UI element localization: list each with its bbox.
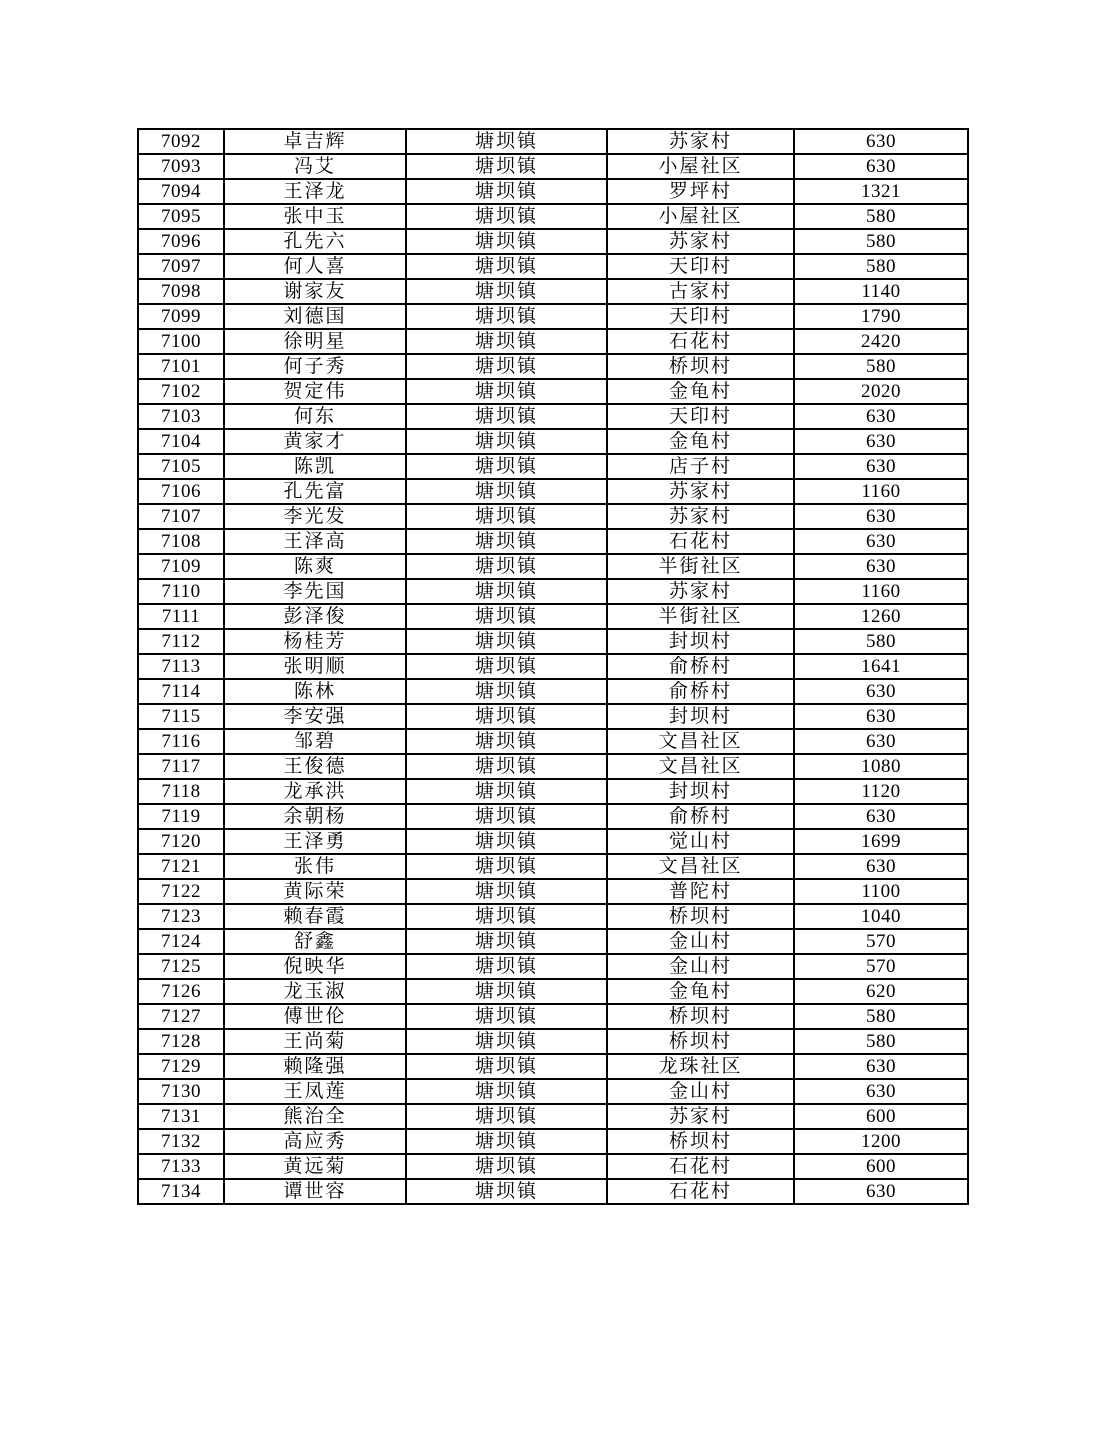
table-row	[138, 729, 968, 754]
cell-town: 塘坝镇	[406, 854, 607, 879]
table-row	[138, 179, 968, 204]
cell-town: 塘坝镇	[406, 529, 607, 554]
cell-village: 桥坝村	[607, 1029, 794, 1054]
cell-town: 塘坝镇	[406, 479, 607, 504]
cell-id: 7132	[138, 1129, 224, 1154]
table-row	[138, 404, 968, 429]
cell-name: 陈爽	[224, 554, 406, 579]
cell-name: 何人喜	[224, 254, 406, 279]
cell-town: 塘坝镇	[406, 154, 607, 179]
cell-town: 塘坝镇	[406, 979, 607, 1004]
cell-name: 张伟	[224, 854, 406, 879]
cell-name: 孔先富	[224, 479, 406, 504]
cell-amount: 580	[794, 1004, 968, 1029]
cell-amount: 1140	[794, 279, 968, 304]
cell-village: 桥坝村	[607, 904, 794, 929]
cell-amount: 2420	[794, 329, 968, 354]
table-row	[138, 779, 968, 804]
cell-id: 7109	[138, 554, 224, 579]
table-row	[138, 304, 968, 329]
cell-amount: 630	[794, 704, 968, 729]
cell-id: 7104	[138, 429, 224, 454]
cell-id: 7116	[138, 729, 224, 754]
cell-name: 何东	[224, 404, 406, 429]
cell-id: 7133	[138, 1154, 224, 1179]
cell-name: 王泽勇	[224, 829, 406, 854]
cell-name: 王尚菊	[224, 1029, 406, 1054]
cell-name: 黄际荣	[224, 879, 406, 904]
table-row	[138, 379, 968, 404]
cell-id: 7114	[138, 679, 224, 704]
cell-town: 塘坝镇	[406, 1029, 607, 1054]
cell-village: 天印村	[607, 304, 794, 329]
cell-village: 店子村	[607, 454, 794, 479]
cell-id: 7129	[138, 1054, 224, 1079]
cell-town: 塘坝镇	[406, 779, 607, 804]
cell-town: 塘坝镇	[406, 254, 607, 279]
cell-village: 俞桥村	[607, 679, 794, 704]
table-row	[138, 229, 968, 254]
cell-town: 塘坝镇	[406, 454, 607, 479]
cell-id: 7125	[138, 954, 224, 979]
table-body	[138, 129, 968, 1204]
cell-id: 7112	[138, 629, 224, 654]
cell-amount: 630	[794, 679, 968, 704]
cell-village: 封坝村	[607, 629, 794, 654]
cell-town: 塘坝镇	[406, 1154, 607, 1179]
cell-name: 黄家才	[224, 429, 406, 454]
cell-village: 文昌社区	[607, 854, 794, 879]
cell-id: 7102	[138, 379, 224, 404]
cell-id: 7094	[138, 179, 224, 204]
cell-name: 赖春霞	[224, 904, 406, 929]
cell-amount: 630	[794, 1054, 968, 1079]
cell-amount: 570	[794, 929, 968, 954]
table-row	[138, 979, 968, 1004]
cell-town: 塘坝镇	[406, 729, 607, 754]
cell-village: 石花村	[607, 529, 794, 554]
cell-village: 苏家村	[607, 579, 794, 604]
table-row	[138, 204, 968, 229]
table-row	[138, 1129, 968, 1154]
cell-id: 7096	[138, 229, 224, 254]
cell-id: 7093	[138, 154, 224, 179]
cell-amount: 1040	[794, 904, 968, 929]
cell-amount: 630	[794, 804, 968, 829]
cell-name: 谭世容	[224, 1179, 406, 1204]
cell-village: 金龟村	[607, 379, 794, 404]
cell-village: 俞桥村	[607, 654, 794, 679]
cell-name: 张明顺	[224, 654, 406, 679]
table-row	[138, 879, 968, 904]
cell-name: 高应秀	[224, 1129, 406, 1154]
cell-name: 谢家友	[224, 279, 406, 304]
table-row	[138, 154, 968, 179]
cell-amount: 580	[794, 204, 968, 229]
cell-village: 苏家村	[607, 479, 794, 504]
cell-name: 李先国	[224, 579, 406, 604]
cell-town: 塘坝镇	[406, 879, 607, 904]
cell-village: 文昌社区	[607, 754, 794, 779]
table-row	[138, 704, 968, 729]
cell-id: 7118	[138, 779, 224, 804]
cell-amount: 1160	[794, 579, 968, 604]
cell-amount: 1100	[794, 879, 968, 904]
cell-amount: 1790	[794, 304, 968, 329]
cell-name: 熊治全	[224, 1104, 406, 1129]
cell-amount: 1160	[794, 479, 968, 504]
cell-name: 冯艾	[224, 154, 406, 179]
cell-name: 舒鑫	[224, 929, 406, 954]
table-row	[138, 279, 968, 304]
cell-town: 塘坝镇	[406, 204, 607, 229]
cell-amount: 600	[794, 1154, 968, 1179]
cell-town: 塘坝镇	[406, 579, 607, 604]
cell-village: 苏家村	[607, 129, 794, 154]
cell-id: 7100	[138, 329, 224, 354]
cell-village: 古家村	[607, 279, 794, 304]
table-row	[138, 904, 968, 929]
cell-village: 桥坝村	[607, 1004, 794, 1029]
cell-name: 倪映华	[224, 954, 406, 979]
cell-amount: 630	[794, 854, 968, 879]
table-row	[138, 829, 968, 854]
cell-village: 文昌社区	[607, 729, 794, 754]
cell-amount: 2020	[794, 379, 968, 404]
cell-name: 王凤莲	[224, 1079, 406, 1104]
cell-village: 金山村	[607, 954, 794, 979]
cell-id: 7098	[138, 279, 224, 304]
cell-town: 塘坝镇	[406, 679, 607, 704]
cell-id: 7121	[138, 854, 224, 879]
cell-amount: 580	[794, 229, 968, 254]
cell-amount: 630	[794, 404, 968, 429]
cell-name: 杨桂芳	[224, 629, 406, 654]
cell-amount: 630	[794, 429, 968, 454]
cell-id: 7128	[138, 1029, 224, 1054]
cell-amount: 1200	[794, 1129, 968, 1154]
table-row	[138, 679, 968, 704]
cell-amount: 580	[794, 1029, 968, 1054]
cell-name: 刘德国	[224, 304, 406, 329]
cell-amount: 1641	[794, 654, 968, 679]
cell-village: 桥坝村	[607, 354, 794, 379]
cell-name: 赖隆强	[224, 1054, 406, 1079]
table-row	[138, 454, 968, 479]
cell-name: 邹碧	[224, 729, 406, 754]
table-row	[138, 604, 968, 629]
cell-id: 7108	[138, 529, 224, 554]
cell-amount: 630	[794, 1079, 968, 1104]
cell-id: 7099	[138, 304, 224, 329]
cell-amount: 580	[794, 629, 968, 654]
cell-amount: 630	[794, 1179, 968, 1204]
cell-village: 石花村	[607, 1179, 794, 1204]
cell-town: 塘坝镇	[406, 379, 607, 404]
cell-amount: 630	[794, 504, 968, 529]
cell-id: 7120	[138, 829, 224, 854]
table-row	[138, 254, 968, 279]
table-row	[138, 929, 968, 954]
cell-town: 塘坝镇	[406, 404, 607, 429]
cell-id: 7097	[138, 254, 224, 279]
cell-name: 余朝杨	[224, 804, 406, 829]
cell-id: 7123	[138, 904, 224, 929]
cell-name: 徐明星	[224, 329, 406, 354]
cell-town: 塘坝镇	[406, 1179, 607, 1204]
table-row	[138, 129, 968, 154]
cell-town: 塘坝镇	[406, 229, 607, 254]
cell-amount: 600	[794, 1104, 968, 1129]
cell-amount: 1321	[794, 179, 968, 204]
records-table	[137, 128, 969, 1205]
table-row	[138, 1079, 968, 1104]
cell-name: 孔先六	[224, 229, 406, 254]
cell-amount: 580	[794, 354, 968, 379]
table-row	[138, 479, 968, 504]
cell-village: 桥坝村	[607, 1129, 794, 1154]
cell-town: 塘坝镇	[406, 604, 607, 629]
cell-name: 黄远菊	[224, 1154, 406, 1179]
cell-town: 塘坝镇	[406, 929, 607, 954]
cell-town: 塘坝镇	[406, 654, 607, 679]
table-row	[138, 554, 968, 579]
cell-name: 陈林	[224, 679, 406, 704]
cell-town: 塘坝镇	[406, 804, 607, 829]
cell-amount: 1260	[794, 604, 968, 629]
cell-town: 塘坝镇	[406, 754, 607, 779]
cell-town: 塘坝镇	[406, 829, 607, 854]
cell-town: 塘坝镇	[406, 279, 607, 304]
cell-amount: 630	[794, 454, 968, 479]
cell-name: 龙玉淑	[224, 979, 406, 1004]
cell-id: 7119	[138, 804, 224, 829]
cell-id: 7126	[138, 979, 224, 1004]
cell-amount: 630	[794, 154, 968, 179]
cell-id: 7131	[138, 1104, 224, 1129]
table-row	[138, 954, 968, 979]
cell-village: 天印村	[607, 404, 794, 429]
cell-name: 李光发	[224, 504, 406, 529]
cell-name: 贺定伟	[224, 379, 406, 404]
table-row	[138, 854, 968, 879]
cell-id: 7117	[138, 754, 224, 779]
table-row	[138, 804, 968, 829]
cell-town: 塘坝镇	[406, 504, 607, 529]
cell-village: 金山村	[607, 929, 794, 954]
cell-town: 塘坝镇	[406, 1054, 607, 1079]
table-row	[138, 1154, 968, 1179]
cell-town: 塘坝镇	[406, 329, 607, 354]
cell-amount: 630	[794, 129, 968, 154]
table-row	[138, 1004, 968, 1029]
cell-town: 塘坝镇	[406, 554, 607, 579]
cell-name: 何子秀	[224, 354, 406, 379]
cell-village: 普陀村	[607, 879, 794, 904]
cell-town: 塘坝镇	[406, 954, 607, 979]
cell-amount: 1080	[794, 754, 968, 779]
cell-id: 7134	[138, 1179, 224, 1204]
cell-town: 塘坝镇	[406, 354, 607, 379]
cell-town: 塘坝镇	[406, 179, 607, 204]
cell-name: 陈凯	[224, 454, 406, 479]
cell-amount: 570	[794, 954, 968, 979]
cell-id: 7095	[138, 204, 224, 229]
cell-id: 7107	[138, 504, 224, 529]
cell-name: 傅世伦	[224, 1004, 406, 1029]
cell-village: 金龟村	[607, 429, 794, 454]
cell-name: 王泽龙	[224, 179, 406, 204]
cell-town: 塘坝镇	[406, 129, 607, 154]
cell-village: 俞桥村	[607, 804, 794, 829]
cell-town: 塘坝镇	[406, 1129, 607, 1154]
cell-amount: 620	[794, 979, 968, 1004]
cell-id: 7127	[138, 1004, 224, 1029]
cell-amount: 630	[794, 554, 968, 579]
table-row	[138, 1179, 968, 1204]
cell-village: 石花村	[607, 329, 794, 354]
cell-name: 卓吉辉	[224, 129, 406, 154]
cell-town: 塘坝镇	[406, 704, 607, 729]
table-row	[138, 654, 968, 679]
cell-village: 罗坪村	[607, 179, 794, 204]
cell-id: 7130	[138, 1079, 224, 1104]
cell-town: 塘坝镇	[406, 429, 607, 454]
cell-id: 7111	[138, 604, 224, 629]
cell-village: 石花村	[607, 1154, 794, 1179]
cell-amount: 1120	[794, 779, 968, 804]
cell-village: 苏家村	[607, 1104, 794, 1129]
cell-name: 张中玉	[224, 204, 406, 229]
cell-town: 塘坝镇	[406, 1079, 607, 1104]
cell-town: 塘坝镇	[406, 629, 607, 654]
cell-id: 7115	[138, 704, 224, 729]
cell-village: 金龟村	[607, 979, 794, 1004]
cell-village: 苏家村	[607, 229, 794, 254]
table-row	[138, 529, 968, 554]
cell-village: 觉山村	[607, 829, 794, 854]
cell-town: 塘坝镇	[406, 304, 607, 329]
cell-village: 龙珠社区	[607, 1054, 794, 1079]
cell-amount: 1699	[794, 829, 968, 854]
cell-village: 半街社区	[607, 554, 794, 579]
cell-amount: 580	[794, 254, 968, 279]
cell-name: 王俊德	[224, 754, 406, 779]
table-row	[138, 579, 968, 604]
table-row	[138, 1029, 968, 1054]
table-row	[138, 504, 968, 529]
cell-village: 小屋社区	[607, 204, 794, 229]
cell-id: 7092	[138, 129, 224, 154]
cell-amount: 630	[794, 729, 968, 754]
table-row	[138, 1104, 968, 1129]
cell-id: 7101	[138, 354, 224, 379]
cell-village: 半街社区	[607, 604, 794, 629]
table-row	[138, 354, 968, 379]
cell-village: 天印村	[607, 254, 794, 279]
cell-village: 金山村	[607, 1079, 794, 1104]
cell-amount: 630	[794, 529, 968, 554]
table-row	[138, 329, 968, 354]
cell-id: 7110	[138, 579, 224, 604]
table-row	[138, 1054, 968, 1079]
cell-village: 封坝村	[607, 779, 794, 804]
cell-id: 7105	[138, 454, 224, 479]
cell-id: 7103	[138, 404, 224, 429]
cell-id: 7122	[138, 879, 224, 904]
cell-id: 7106	[138, 479, 224, 504]
cell-id: 7124	[138, 929, 224, 954]
cell-name: 龙承洪	[224, 779, 406, 804]
table-row	[138, 754, 968, 779]
cell-name: 彭泽俊	[224, 604, 406, 629]
cell-village: 封坝村	[607, 704, 794, 729]
cell-town: 塘坝镇	[406, 1004, 607, 1029]
cell-name: 王泽高	[224, 529, 406, 554]
table-row	[138, 429, 968, 454]
cell-town: 塘坝镇	[406, 1104, 607, 1129]
cell-town: 塘坝镇	[406, 904, 607, 929]
cell-village: 小屋社区	[607, 154, 794, 179]
cell-name: 李安强	[224, 704, 406, 729]
table-row	[138, 629, 968, 654]
cell-id: 7113	[138, 654, 224, 679]
cell-village: 苏家村	[607, 504, 794, 529]
